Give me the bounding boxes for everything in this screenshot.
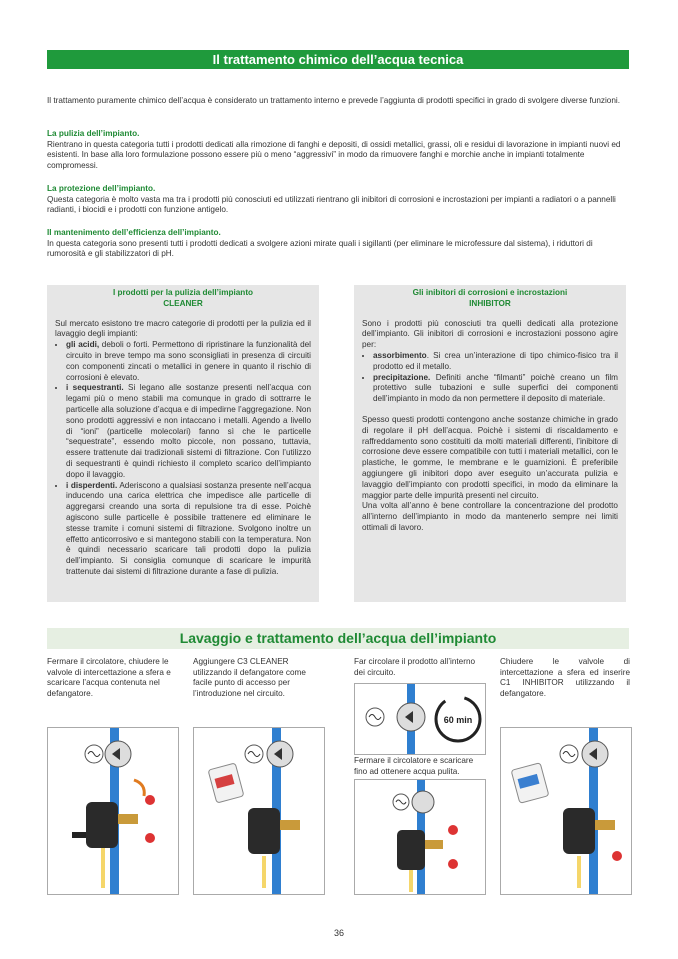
defangator-drain-icon: [48, 728, 178, 894]
step-4-illustration: [500, 727, 632, 895]
box-title-product: CLEANER: [163, 298, 203, 308]
item-term: i disperdenti.: [66, 480, 118, 490]
item-text: deboli o forti. Permettono di ripristinare la funzionalità del circuito in breve tempo ma sono sconsigliati in presenza di circuiti con componenti zincati o metallici in genere in quanto il rischio di corrosioni è elevato.: [66, 340, 311, 382]
page-title: Il trattamento chimico dell’acqua tecnica: [47, 50, 629, 69]
inhibitor-box-body: [354, 319, 626, 534]
step-caption: Chiudere le valvole di intercettazione a sfera ed inserire C1 INHIBITOR utilizzando il defangatore.: [500, 657, 630, 698]
step-3b-illustration: [354, 779, 486, 895]
item-term: precipitazione.: [373, 372, 431, 382]
step-caption: Aggiungere C3 CLEANER utilizzando il defangatore come facile punto di accesso per l’introduzione nel circuito.: [193, 657, 306, 698]
step-caption: Far circolare il prodotto all’interno dei circuito.: [354, 657, 476, 677]
list-item: [66, 383, 311, 480]
list-item: [373, 373, 618, 405]
section-heading: La protezione dell’impianto.: [47, 184, 156, 193]
cleaner-list: [55, 340, 311, 578]
inhibitor-list: [362, 351, 618, 405]
box-title-product: INHIBITOR: [469, 298, 511, 308]
box-paragraph: Spesso questi prodotti contengono anche sostanze chimiche in grado di regolare il pH dell’acqua. Poichè i sistemi di riscaldamento e raffreddamento sono costituiti da molti materiali differenti, l’inibitore di corrosione deve essere compatibile con tutti i materiali metallici, con le plastiche, le gomme, le membrane e le guarnizioni. È preferibile aggiungere gli inibitori dopo aver eseguito un’accurata pulizia e lavaggio dell’impianto con prodotti specifici, in modo da eliminare la maggior parte delle impurità presenti nel circuito.: [362, 414, 618, 500]
inhibitor-dosing-icon: [501, 728, 631, 894]
step-1-illustration: [47, 727, 179, 895]
section-pulizia: [47, 129, 631, 171]
section-text: In questa categoria sono presenti tutti i prodotti dedicati a svolgere azioni mirate quali i sigillanti (per eliminare le microfessure dal sistema), i riduttori di rumorosità e gli stabilizzatori di pH.: [47, 238, 593, 258]
section-heading: Il mantenimento dell’efficienza dell’impianto.: [47, 228, 221, 237]
step-caption: Fermare il circolatore e scaricare fino ad ottenere acqua pulita.: [354, 756, 474, 776]
list-item: [66, 481, 311, 578]
clean-water-drain-icon: [355, 780, 485, 894]
box-intro: Sono i prodotti più conosciuti tra quelli dedicati alla protezione dell’impianto. Gli inibitori di corrosioni e incrostazioni possono agire per:: [362, 318, 618, 350]
timer-label: 60 min: [443, 715, 473, 725]
intro-paragraph: Il trattamento puramente chimico dell’acqua è considerato un trattamento interno e prevede l’aggiunta di prodotti specifici in grado di svolgere diverse funzioni.: [47, 96, 620, 105]
step-1-text: [47, 657, 179, 699]
section-text: Questa categoria è molto vasta ma tra i prodotti più conosciuti ed utilizzati rientrano gli inibitori di corrosioni e incrostazioni per impianti a radiatori o a pannelli radianti, i biocidi e i prodotti con funzione antigelo.: [47, 194, 616, 214]
section-mantenimento: [47, 228, 631, 260]
step-3-text: [354, 657, 486, 678]
box-title-line: Gli inibitori di corrosioni e incrostazioni: [412, 288, 568, 297]
cleaner-dosing-icon: [194, 728, 324, 894]
step-3b-text: [354, 756, 486, 777]
item-term: i sequestranti.: [66, 383, 124, 393]
item-term: gli acidi,: [66, 340, 100, 350]
inhibitor-box-title: [354, 288, 626, 310]
box-intro: Sul mercato esistono tre macro categorie di prodotti per la pulizia ed il lavaggio degli impianti:: [55, 318, 311, 339]
list-item: [373, 351, 618, 373]
circulation-timer-icon: [355, 684, 485, 754]
box-title-line: I prodotti per la pulizia dell’impianto: [112, 288, 254, 297]
intro-text: [47, 96, 631, 107]
box-paragraph: Una volta all’anno è bene controllare la concentrazione del prodotto all’interno dell’impianto in modo da mantenerlo sempre nei limiti ottimali di lavoro.: [362, 501, 618, 532]
step-4-text: [500, 657, 630, 699]
item-text: Si legano alle sostanze presenti nell’acqua con legami più o meno stabili ma comunque in grado di sottrarre le particelle alla soluzione d’acqua e di impedirne l’aggregazione. Non sono prodotti aggressivi e non intaccano i metalli. Agendo a livello di “ioni” (particelle molecolari) fanno sì che le particelle “sequestrate”, essendo molto piccole, non possano, tuttavia, essere trattenute dai tradizionali sistemi di filtrazione. Con l’utilizzo di sequestranti è quindi richiesto il completo scarico dell’impianto dopo il lavaggio.: [66, 383, 311, 479]
item-text: Aderiscono a qualsiasi sostanza presente nell’acqua inducendo una carica elettrica che impedisce alle particelle di aggregarsi creando una sorta di repulsione tra di esse. Poichè agiscono sulle particelle è possibile trattenere ed eliminare le stesse tramite i comuni sistemi di filtrazione. Svolgono inoltre un effetto anticorrosivo e si mantegono stabili con la temperatura. Non è quindi necessario scaricare tali prodotti dopo la pulizia dell’impianto. Si consiglia comunque di scaricare le impurità trattenute dai sistemi di filtrazione durante a fase di pulizia.: [66, 480, 311, 576]
page-number: 36: [333, 928, 344, 938]
section-heading: La pulizia dell’impianto.: [47, 129, 140, 138]
section-text: Rientrano in questa categoria tutti i prodotti dedicati alla rimozione di fanghi e depositi, di ossidi metallici, grassi, oli e residui di lavorazione in impianti nuovi ed esistenti. In base alla loro formulazione possono essere più o meno “aggressivi” in modo da rimuovere fanghi e morchie anche in impianti totalmente compromessi.: [47, 139, 621, 170]
step-3-illustration: [354, 683, 486, 755]
section2-title: Lavaggio e trattamento dell’acqua dell’impianto: [47, 628, 629, 649]
list-item: [66, 340, 311, 383]
inhibitor-box: [354, 285, 626, 602]
section-protezione: [47, 184, 631, 216]
step-2-illustration: [193, 727, 325, 895]
item-term: assorbimento: [373, 350, 427, 360]
step-caption: Fermare il circolatore, chiudere le valvole di intercettazione a sfera e scaricare l’acqua contenuta nel defangatore.: [47, 657, 171, 698]
step-2-text: [193, 657, 323, 699]
cleaner-box-body: [47, 319, 319, 578]
item-text: . Si crea un’interazione di tipo chimico-fisico tra il prodotto ed il metallo.: [373, 350, 618, 371]
cleaner-box: [47, 285, 319, 602]
item-text: Definiti anche “filmanti” poichè creano un film protettivo sulle tubazioni e sulle superfici dei componenti dell’impianto in modo da non permettere il deposito di materiale.: [373, 372, 618, 404]
cleaner-box-title: [47, 288, 319, 310]
